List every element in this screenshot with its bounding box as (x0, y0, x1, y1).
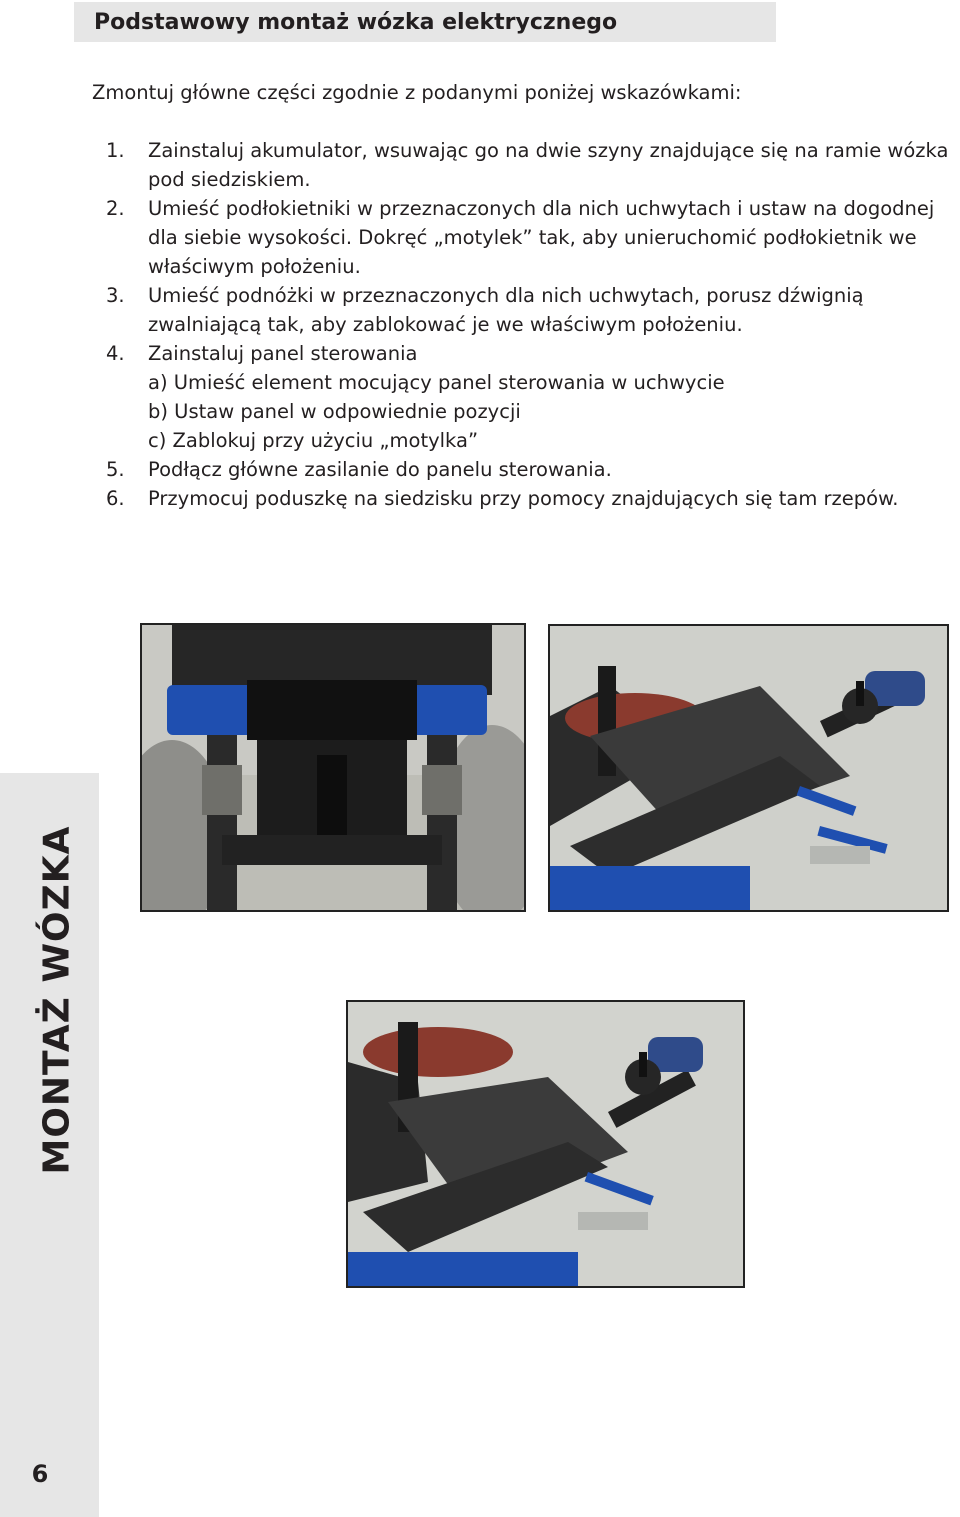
step-item (100, 339, 960, 455)
step-item (100, 484, 960, 513)
step-line: Zainstaluj akumulator, wsuwając go na dwie szyny znajdujące się na ramie wózka (148, 139, 949, 162)
step-line: Przymocuj poduszkę na siedzisku przy pomocy znajdujących się tam rzepów. (148, 487, 899, 510)
step-line: pod siedziskiem. (148, 168, 311, 191)
step-item (100, 136, 960, 194)
assembly-steps-list (100, 136, 960, 513)
step-substep: c) Zablokuj przy użyciu „motylka” (148, 429, 479, 452)
step-line: Podłącz główne zasilanie do panelu sterowania. (148, 458, 612, 481)
page-number: 6 (31, 1460, 49, 1488)
step-line: Umieść podnóżki w przeznaczonych dla nich uchwytach, porusz dźwignią (148, 284, 864, 307)
step-line: Umieść podłokietniki w przeznaczonych dla nich uchwytach i ustaw na dogodnej (148, 197, 935, 220)
control-panel-mounted-photo (346, 1000, 745, 1288)
chapter-title: MONTAŻ WÓZKA (36, 825, 78, 1175)
step-line: właściwym położeniu. (148, 255, 361, 278)
step-item (100, 455, 960, 484)
step-number: 1. (106, 139, 125, 162)
armrest-and-control-panel-photo (548, 624, 949, 912)
step-line: zwalniającą tak, aby zablokować je we właściwym położeniu. (148, 313, 743, 336)
step-number: 6. (106, 487, 125, 510)
step-item (100, 194, 960, 281)
section-title: Podstawowy montaż wózka elektrycznego (94, 10, 618, 35)
intro-text: Zmontuj główne części zgodnie z podanymi poniżej wskazówkami: (92, 81, 742, 104)
step-line: dla siebie wysokości. Dokręć „motylek” tak, aby unieruchomić podłokietnik we (148, 226, 917, 249)
step-number: 2. (106, 197, 125, 220)
battery-installation-photo (140, 623, 526, 912)
step-item (100, 281, 960, 339)
step-number: 4. (106, 342, 125, 365)
step-number: 3. (106, 284, 125, 307)
step-substep: b) Ustaw panel w odpowiednie pozycji (148, 400, 521, 423)
step-substep: a) Umieść element mocujący panel sterowania w uchwycie (148, 371, 725, 394)
step-line: Zainstaluj panel sterowania (148, 342, 418, 365)
section-header-bar (74, 2, 776, 42)
step-number: 5. (106, 458, 125, 481)
